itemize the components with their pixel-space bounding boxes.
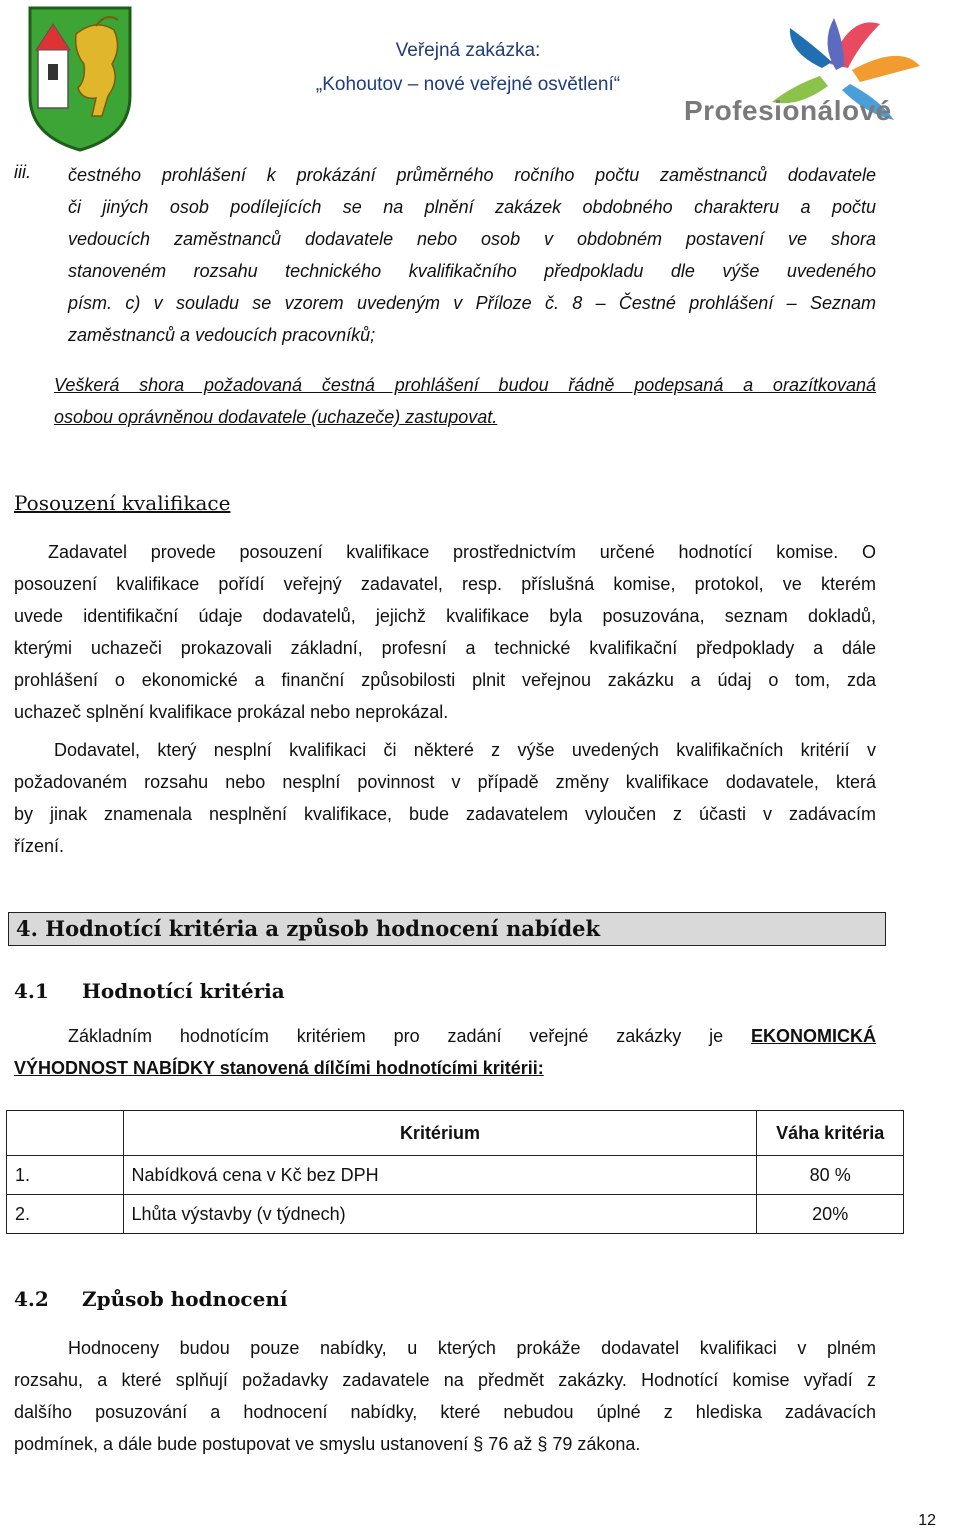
subsection-title: Hodnotící kritéria xyxy=(82,979,285,1003)
header-title xyxy=(268,34,668,102)
paragraph-line: prohlášení o ekonomické a finanční způsobilosti plnit veřejnou zakázku a údaj o tom, zda xyxy=(14,670,876,690)
paragraph-line: podmínek, a dále bude postupovat ve smyslu ustanovení § 76 až § 79 zákona. xyxy=(14,1434,641,1454)
item-iii-line: vedoucích zaměstnanců dodavatele nebo osob v obdobném postavení ve shora xyxy=(68,229,876,249)
item-iii-line: stanoveném rozsahu technického kvalifikačního předpokladu dle výše uvedeného xyxy=(68,261,876,281)
declaration-line: osobou oprávněnou dodavatele (uchazeče) zastupovat. xyxy=(54,407,498,427)
table-row xyxy=(7,1195,904,1234)
item-iii-line: písm. c) v souladu se vzorem uvedeným v Příloze č. 8 – Čestné prohlášení – Seznam xyxy=(68,293,876,313)
item-iii-line: čestného prohlášení k prokázání průměrného ročního počtu zaměstnanců dodavatele xyxy=(68,165,876,185)
paragraph-line: požadovaném rozsahu nebo nesplní povinnost v případě změny kvalifikace dodavatele, která xyxy=(14,772,876,792)
criteria-intro-line xyxy=(68,1020,876,1052)
table-cell: 20% xyxy=(757,1195,904,1234)
item-iii-line: zaměstnanců a vedoucích pracovníků; xyxy=(68,325,376,345)
paragraph-line: uvede identifikační údaje dodavatelů, jejichž kvalifikace byla posuzována, seznam dokladů, xyxy=(14,606,876,626)
paragraph-line: by jinak znamenala nesplnění kvalifikace, bude zadavatelem vyloučen z účasti v zadávacím xyxy=(14,804,876,824)
table-cell: 80 % xyxy=(757,1156,904,1195)
table-cell: Lhůta výstavby (v týdnech) xyxy=(123,1195,757,1234)
coat-of-arms-logo xyxy=(26,4,134,152)
paragraph-line: posouzení kvalifikace pořídí veřejný zadavatel, resp. příslušná komise, protokol, ve kterém xyxy=(14,574,876,594)
paragraph-line: kterými uchazeči prokazovali základní, profesní a technické kvalifikační předpoklady a dále xyxy=(14,638,876,658)
paragraph-line: řízení. xyxy=(14,836,65,856)
qualification-heading: Posouzení kvalifikace xyxy=(14,491,231,515)
paragraph-line: Dodavatel, který nesplní kvalifikaci či některé z výše uvedených kvalifikačních kritérií v xyxy=(54,740,876,760)
paragraph-line: rozsahu, a které splňují požadavky zadavatele na předmět zakázky. Hodnotící komise vyřadí z xyxy=(14,1370,876,1390)
table-cell: 2. xyxy=(7,1195,124,1234)
subsection-number: 4.1 xyxy=(14,979,49,1003)
brand-name: Profesionálové xyxy=(684,95,892,126)
page-number: 12 xyxy=(918,1512,936,1529)
header-title-line2: „Kohoutov – nové veřejné osvětlení“ xyxy=(315,74,621,95)
criteria-intro-bold: EKONOMICKÁ xyxy=(751,1026,876,1046)
declaration-line: Veškerá shora požadovaná čestná prohlášení budou řádně podepsaná a orazítkovaná xyxy=(54,375,876,395)
paragraph-line: uchazeč splnění kvalifikace prokázal nebo neprokázal. xyxy=(14,702,449,722)
subsection-title: Způsob hodnocení xyxy=(82,1287,288,1311)
table-cell: Nabídková cena v Kč bez DPH xyxy=(123,1156,757,1195)
criteria-table xyxy=(6,1110,904,1234)
header-title-line1: Veřejná zakázka: xyxy=(395,40,541,61)
item-iii-line: či jiných osob podílejících se na plnění zakázek obdobného charakteru a počtu xyxy=(68,197,876,217)
criteria-intro-line-bold: VÝHODNOST NABÍDKY stanovená dílčími hodnotícími kritérii: xyxy=(14,1058,544,1078)
table-header-cell xyxy=(7,1111,124,1156)
paragraph-line: Zadavatel provede posouzení kvalifikace prostřednictvím určené hodnotící komise. O xyxy=(48,542,876,562)
paragraph-line: Hodnoceny budou pouze nabídky, u kterých prokáže dodavatel kvalifikaci v plném xyxy=(68,1338,876,1358)
paragraph-line: dalšího posuzování a hodnocení nabídky, které nebudou úplné z hlediska zadávacích xyxy=(14,1402,876,1422)
table-cell: 1. xyxy=(7,1156,124,1195)
criteria-intro-text: Základním hodnotícím kritériem pro zadání veřejné zakázky je xyxy=(68,1026,751,1046)
table-header-cell: Váha kritéria xyxy=(757,1111,904,1156)
table-row xyxy=(7,1156,904,1195)
subsection-number: 4.2 xyxy=(14,1287,49,1311)
list-item-number: iii. xyxy=(14,162,31,182)
table-header-cell: Kritérium xyxy=(123,1111,757,1156)
table-header-row xyxy=(7,1111,904,1156)
section-heading: 4. Hodnotící kritéria a způsob hodnocení nabídek xyxy=(16,916,601,941)
